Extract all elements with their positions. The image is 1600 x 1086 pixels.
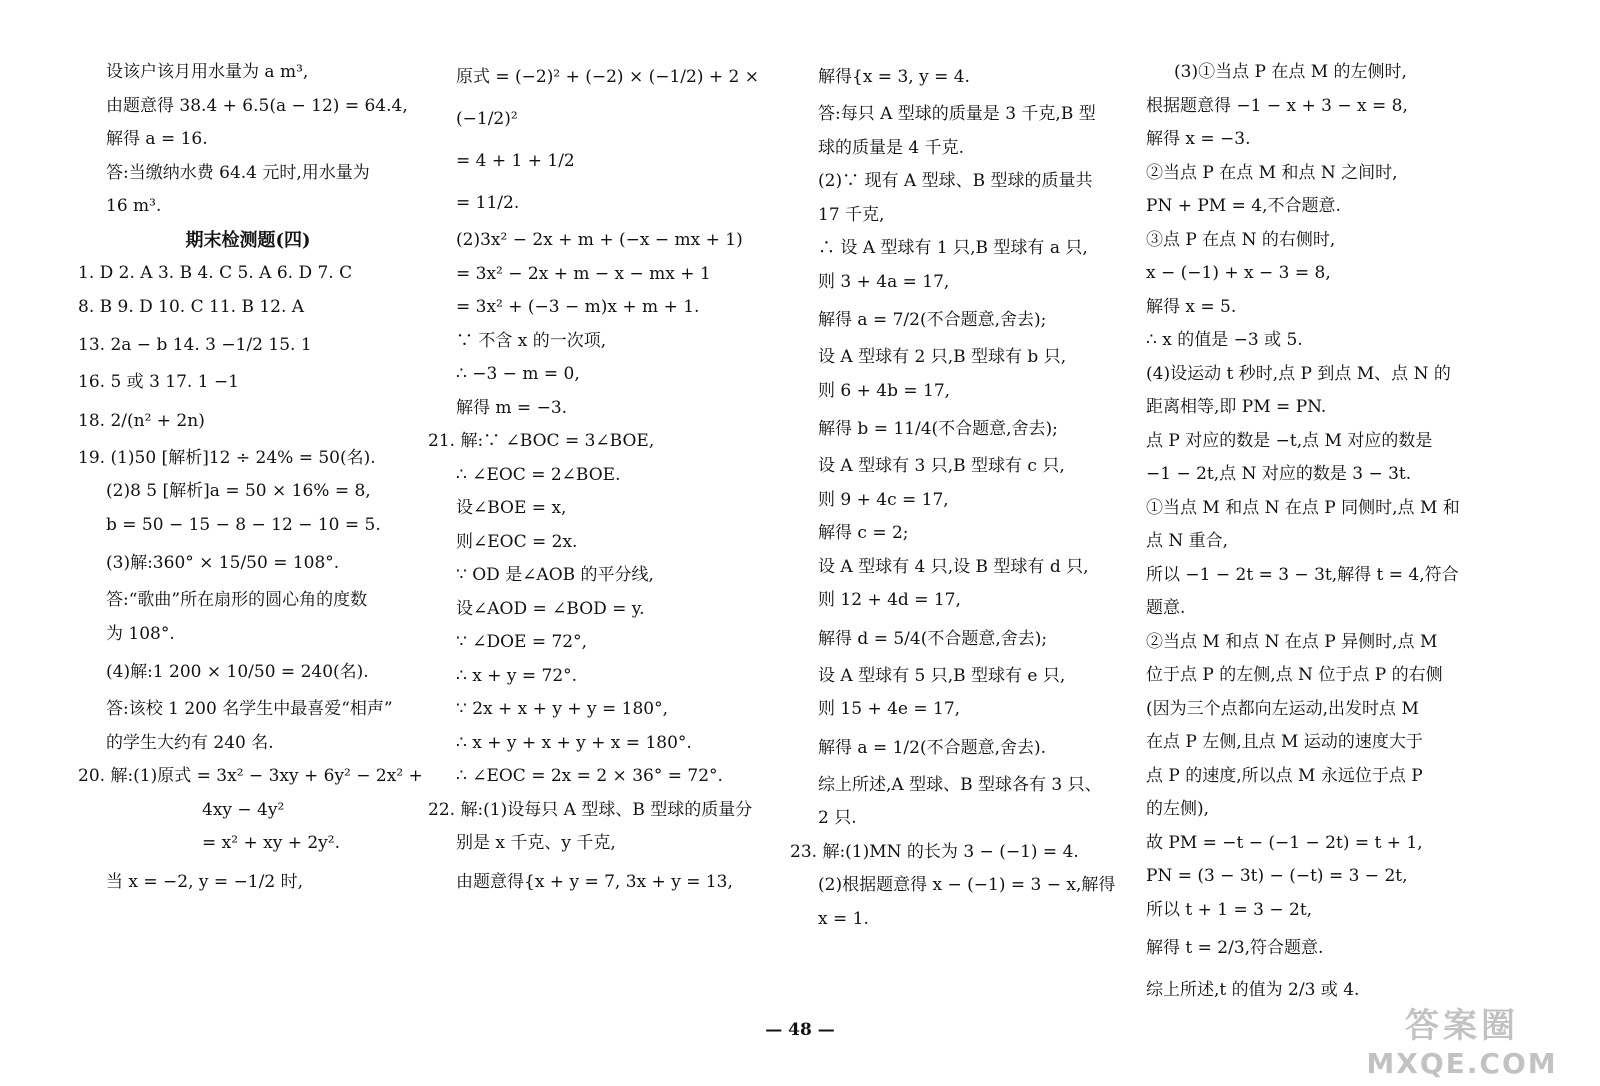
text-line: 的学生大约有 240 名. bbox=[106, 732, 274, 753]
text-line: 解得 d = 5/4(不合题意,舍去); bbox=[818, 628, 1048, 649]
text-line: ③点 P 在点 N 的右侧时, bbox=[1146, 229, 1336, 250]
text-line: x − (−1) + x − 3 = 8, bbox=[1146, 263, 1331, 283]
text-line: 解得 c = 2; bbox=[818, 523, 909, 543]
text-line: 解得 t = 2/3,符合题意. bbox=[1146, 938, 1324, 958]
text-line: ∵ 2x + x + y + y = 180°, bbox=[456, 699, 668, 719]
text-line: 则 9 + 4c = 17, bbox=[818, 489, 949, 510]
text-line: 球的质量是 4 千克. bbox=[818, 137, 965, 158]
text-line: 解得{x = 3, y = 4. bbox=[818, 67, 970, 87]
text-line: 综上所述,t 的值为 2/3 或 4. bbox=[1146, 980, 1360, 1000]
text-line: 则 15 + 4e = 17, bbox=[818, 699, 961, 719]
text-line: 设∠AOD = ∠BOD = y. bbox=[456, 598, 645, 619]
text-line: 由题意得{x + y = 7, 3x + y = 13, bbox=[456, 871, 733, 892]
text-line: 16 m³. bbox=[106, 196, 162, 216]
text-line: 原式 = (−2)² + (−2) × (−1/2) + 2 × bbox=[456, 67, 760, 87]
text-line: 解得 a = 7/2(不合题意,舍去); bbox=[818, 310, 1047, 330]
text-line: ∵ ∠DOE = 72°, bbox=[456, 632, 588, 652]
text-line: (4)解:1 200 × 10/50 = 240(名). bbox=[106, 662, 369, 682]
page-number: — 48 — bbox=[765, 1020, 835, 1040]
answer-column-2 bbox=[428, 56, 773, 903]
text-line: 所以 −1 − 2t = 3 − 3t,解得 t = 4,符合 bbox=[1146, 564, 1459, 585]
text-line: (−1/2)² bbox=[456, 109, 518, 129]
text-line: 则∠EOC = 2x. bbox=[456, 531, 578, 552]
text-line: 23. 解:(1)MN 的长为 3 − (−1) = 4. bbox=[790, 841, 1079, 862]
text-line: ∵ 不含 x 的一次项, bbox=[456, 330, 607, 351]
text-line: (因为三个点都向左运动,出发时点 M bbox=[1146, 698, 1419, 719]
text-line: 为 108°. bbox=[106, 623, 175, 644]
text-line: 在点 P 左侧,且点 M 运动的速度大于 bbox=[1146, 732, 1423, 752]
text-line: 16. 5 或 3 17. 1 −1 bbox=[78, 372, 240, 392]
text-line: ∴ ∠EOC = 2x = 2 × 36° = 72°. bbox=[456, 766, 723, 786]
text-line: = 11/2. bbox=[456, 193, 520, 213]
text-line: 2 只. bbox=[818, 808, 857, 828]
text-line: 解得 m = −3. bbox=[456, 397, 568, 418]
text-line: 解得 x = −3. bbox=[1146, 129, 1251, 149]
text-line: 则 6 + 4b = 17, bbox=[818, 380, 951, 401]
text-line: 13. 2a − b 14. 3 −1/2 15. 1 bbox=[78, 335, 312, 355]
text-line: 所以 t + 1 = 3 − 2t, bbox=[1146, 899, 1313, 920]
text-line: (2)8 5 [解析]a = 50 × 16% = 8, bbox=[106, 481, 371, 501]
text-line: −1 − 2t,点 N 对应的数是 3 − 3t. bbox=[1146, 464, 1412, 484]
text-line: ①当点 M 和点 N 在点 P 同侧时,点 M 和 bbox=[1146, 497, 1460, 518]
text-line: ∴ x + y + x + y + x = 180°. bbox=[456, 732, 692, 753]
text-line: ②当点 P 在点 M 和点 N 之间时, bbox=[1146, 162, 1398, 183]
text-line: = 4 + 1 + 1/2 bbox=[456, 151, 575, 171]
text-line: 设 A 型球有 4 只,设 B 型球有 d 只, bbox=[818, 556, 1089, 577]
text-line: b = 50 − 15 − 8 − 12 − 10 = 5. bbox=[106, 514, 381, 535]
text-line: = 3x² − 2x + m − x − mx + 1 bbox=[456, 263, 711, 284]
text-line: 设∠BOE = x, bbox=[456, 498, 567, 518]
text-line: 别是 x 千克、y 千克, bbox=[456, 833, 616, 853]
text-line: 4xy − 4y² bbox=[202, 799, 285, 820]
text-line: 答:该校 1 200 名学生中最喜爱“相声” bbox=[106, 699, 393, 719]
text-line: (2)∵ 现有 A 型球、B 型球的质量共 bbox=[818, 171, 1093, 191]
text-line: (2)根据题意得 x − (−1) = 3 − x,解得 bbox=[818, 875, 1116, 895]
text-line: 当 x = −2, y = −1/2 时, bbox=[106, 871, 303, 892]
text-line: = x² + xy + 2y². bbox=[202, 833, 340, 853]
answer-column-3 bbox=[790, 56, 1135, 936]
text-line: 18. 2/(n² + 2n) bbox=[78, 410, 205, 431]
watermark-logo bbox=[1342, 998, 1582, 1082]
text-line: 1. D 2. A 3. B 4. C 5. A 6. D 7. C bbox=[78, 263, 353, 283]
text-line: 则 12 + 4d = 17, bbox=[818, 590, 961, 610]
text-line: 位于点 P 的左侧,点 N 位于点 P 的右侧 bbox=[1146, 665, 1443, 685]
text-line: ②当点 M 和点 N 在点 P 异侧时,点 M bbox=[1146, 631, 1438, 652]
text-line: ∵ OD 是∠AOB 的平分线, bbox=[456, 565, 654, 585]
text-line: 19. (1)50 [解析]12 ÷ 24% = 50(名). bbox=[78, 447, 376, 468]
text-line: 则 3 + 4a = 17, bbox=[818, 271, 950, 292]
text-line: 17 千克, bbox=[818, 204, 885, 225]
text-line: 题意. bbox=[1146, 598, 1186, 618]
text-line: ∴ ∠EOC = 2∠BOE. bbox=[456, 464, 621, 485]
text-line: 解得 a = 16. bbox=[106, 129, 208, 149]
text-line: (3)解:360° × 15/50 = 108°. bbox=[106, 553, 340, 573]
text-line: 设该户该月用水量为 a m³, bbox=[106, 62, 309, 82]
text-line: 答:“歌曲”所在扇形的圆心角的度数 bbox=[106, 590, 368, 610]
text-line: PN = (3 − 3t) − (−t) = 3 − 2t, bbox=[1146, 866, 1408, 886]
section-heading: 期末检测题(四) bbox=[185, 229, 311, 251]
text-line: 的左侧), bbox=[1146, 799, 1210, 819]
text-line: 22. 解:(1)设每只 A 型球、B 型球的质量分 bbox=[428, 799, 753, 820]
text-line: 综上所述,A 型球、B 型球各有 3 只、 bbox=[818, 774, 1102, 795]
text-line: (4)设运动 t 秒时,点 P 到点 M、点 N 的 bbox=[1146, 363, 1451, 384]
text-line: ∴ −3 − m = 0, bbox=[456, 364, 580, 384]
text-line: 设 A 型球有 2 只,B 型球有 b 只, bbox=[818, 347, 1067, 367]
text-line: (3)①当点 P 在点 M 的左侧时, bbox=[1174, 62, 1407, 82]
text-line: 故 PM = −t − (−1 − 2t) = t + 1, bbox=[1146, 832, 1423, 853]
text-line: ∴ x 的值是 −3 或 5. bbox=[1146, 330, 1303, 350]
answer-column-1 bbox=[78, 56, 423, 903]
text-line: 设 A 型球有 3 只,B 型球有 c 只, bbox=[818, 456, 1065, 476]
answer-column-4 bbox=[1146, 56, 1491, 1011]
text-line: x = 1. bbox=[818, 908, 869, 929]
text-line: ∴ 设 A 型球有 1 只,B 型球有 a 只, bbox=[818, 238, 1088, 258]
text-line: (2)3x² − 2x + m + (−x − mx + 1) bbox=[456, 230, 743, 250]
text-line: 20. 解:(1)原式 = 3x² − 3xy + 6y² − 2x² + bbox=[78, 766, 423, 786]
text-line: 根据题意得 −1 − x + 3 − x = 8, bbox=[1146, 95, 1408, 116]
text-line: 点 P 的速度,所以点 M 永远位于点 P bbox=[1146, 765, 1423, 786]
text-line: 解得 b = 11/4(不合题意,舍去); bbox=[818, 419, 1058, 439]
text-line: 解得 a = 1/2(不合题意,舍去). bbox=[818, 737, 1047, 758]
watermark-top-text: 答案圈 bbox=[1405, 1006, 1519, 1046]
text-line: 21. 解:∵ ∠BOC = 3∠BOE, bbox=[428, 431, 655, 451]
text-line: 解得 x = 5. bbox=[1146, 296, 1237, 317]
text-line: 点 P 对应的数是 −t,点 M 对应的数是 bbox=[1146, 430, 1433, 451]
text-line: 8. B 9. D 10. C 11. B 12. A bbox=[78, 296, 305, 317]
watermark-bottom-text: MXQE.COM bbox=[1366, 1047, 1558, 1080]
text-line: 距离相等,即 PM = PN. bbox=[1146, 397, 1327, 417]
text-line: = 3x² + (−3 − m)x + m + 1. bbox=[456, 297, 700, 317]
text-line: 由题意得 38.4 + 6.5(a − 12) = 64.4, bbox=[106, 95, 408, 116]
text-line: 设 A 型球有 5 只,B 型球有 e 只, bbox=[818, 665, 1066, 686]
text-line: 点 N 重合, bbox=[1146, 531, 1229, 551]
text-line: ∴ x + y = 72°. bbox=[456, 665, 578, 686]
text-line: 答:当缴纳水费 64.4 元时,用水量为 bbox=[106, 162, 370, 183]
text-line: 答:每只 A 型球的质量是 3 千克,B 型 bbox=[818, 104, 1096, 124]
text-line: PN + PM = 4,不合题意. bbox=[1146, 196, 1341, 216]
